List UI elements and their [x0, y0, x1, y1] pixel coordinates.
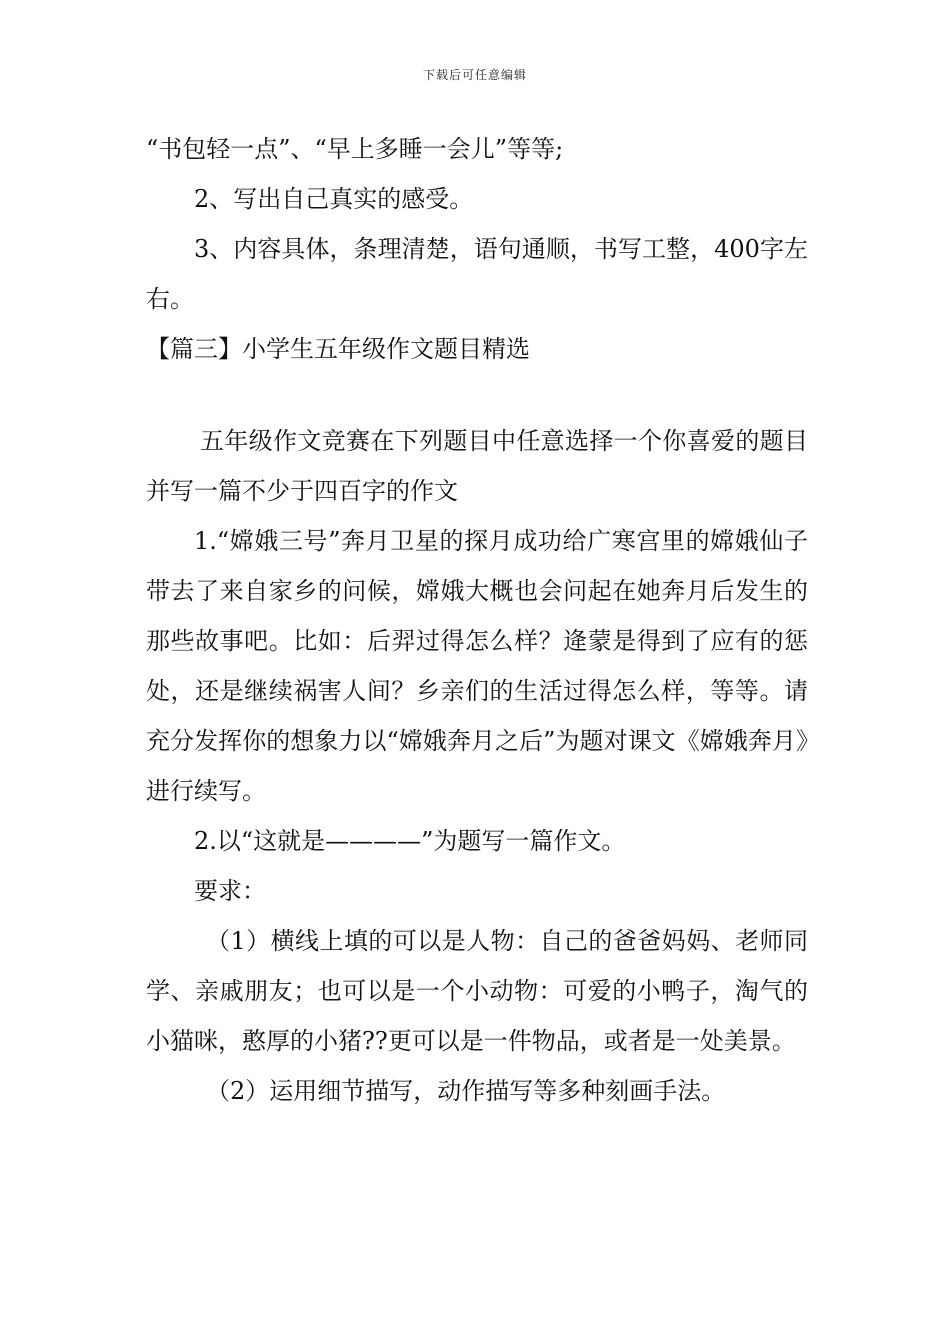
requirement-item-2: 2、写出自己真实的感受。 [194, 185, 474, 213]
requirement-examples-line: “书包轻一点”、“早上多睡一会儿”等等; [146, 135, 564, 163]
requirement-item-3: 3、内容具体，条理清楚，语句通顺，书写工整，400字左右。 [146, 235, 808, 313]
section-heading: 【篇三】小学生五年级作文题目精选 [146, 335, 530, 363]
page-header-note: 下载后可任意编辑 [422, 68, 527, 82]
section-spacer [146, 374, 808, 416]
requirements-label: 要求： [194, 877, 266, 905]
contest-intro-paragraph: 五年级作文竞赛在下列题目中任意选择一个你喜爱的题目并写一篇不少于四百字的作文 [146, 427, 808, 505]
topic-2-paragraph: 2.以“这就是————”为题写一篇作文。 [194, 827, 626, 855]
topic-1-paragraph: 1.“嫦娥三号”奔月卫星的探月成功给广寒宫里的嫦娥仙子带去了来自家乡的问候，嫦娥大概也会问起在她奔月后发生的那些故事吧。比如：后羿过得怎么样？逄蒙是得到了应有的惩处，还是继续祸害人间？乡亲们的生活过得怎么样，等等。请充分发挥你的想象力以“嫦娥奔月之后”为题对课文《嫦娥奔月》进行续写。 [146, 527, 808, 805]
document-body [146, 124, 808, 1116]
requirement-1-paragraph: （1）横线上填的可以是人物：自己的爸爸妈妈、老师同学、亲戚朋友；也可以是一个小动物：可爱的小鸭子，淘气的小猫咪，憨厚的小猪??更可以是一件物品，或者是一处美景。 [146, 927, 808, 1055]
requirement-2-paragraph: （2）运用细节描写，动作描写等多种刻画手法。 [206, 1077, 726, 1105]
